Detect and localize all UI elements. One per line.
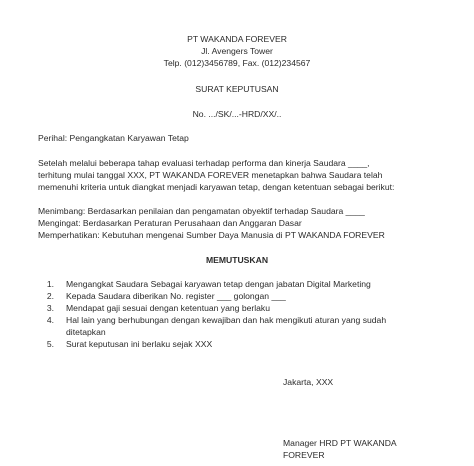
decision-number: 1. xyxy=(46,279,54,289)
decision-text: Mengangkat Saudara Sebagai karyawan tetap dengan jabatan Digital Marketing xyxy=(66,279,371,289)
decision-heading: MEMUTUSKAN xyxy=(205,255,269,265)
decision-number: 5. xyxy=(46,339,54,349)
decision-text: Hal lain yang berhubungan dengan kewajiban dan hak mengikuti aturan yang sudah xyxy=(66,315,387,325)
letter-subject: Perihal: Pengangkatan Karyawan Tetap xyxy=(38,133,189,143)
consideration-menimbang: Menimbang: Berdasarkan penilaian dan pengamatan obyektif terhadap Saudara ____ xyxy=(38,206,365,216)
company-address: Jl. Avengers Tower xyxy=(201,46,273,56)
intro-line: Setelah melalui beberapa tahap evaluasi terhadap performa dan kinerja Saudara ____, xyxy=(38,158,370,168)
decision-text: Mendapat gaji sesuai dengan ketentuan yang berlaku xyxy=(66,303,271,313)
consideration-memperhatikan: Memperhatikan: Kebutuhan mengenai Sumber Daya Manusia di PT WAKANDA FOREVER xyxy=(38,230,385,240)
intro-line: memenuhi kriteria untuk diangkat menjadi karyawan tetap, dengan ketentuan sebagai berikut: xyxy=(38,182,395,192)
intro-line: terhitung mulai tanggal XXX, PT WAKANDA FOREVER menetapkan bahwa Saudara telah xyxy=(38,170,383,180)
decision-text: Kepada Saudara diberikan No. register ___ golongan ___ xyxy=(66,291,286,301)
decision-text-continued: ditetapkan xyxy=(66,327,106,337)
decision-number: 2. xyxy=(46,291,54,301)
consideration-mengingat: Mengingat: Berdasarkan Peraturan Perusahaan dan Anggaran Dasar xyxy=(38,218,302,228)
company-contact: Telp. (012)3456789, Fax. (012)234567 xyxy=(163,58,311,68)
signature-title-continued: FOREVER xyxy=(283,450,325,460)
letter-title: SURAT KEPUTUSAN xyxy=(195,84,279,94)
decision-number: 4. xyxy=(46,315,54,325)
decision-number: 3. xyxy=(46,303,54,313)
letter-number: No. .../SK/...-HRD/XX/.. xyxy=(192,109,282,119)
signature-title: Manager HRD PT WAKANDA xyxy=(283,438,397,448)
decision-text: Surat keputusan ini berlaku sejak XXX xyxy=(66,339,213,349)
company-name: PT WAKANDA FOREVER xyxy=(187,34,287,44)
place-date: Jakarta, XXX xyxy=(283,377,334,387)
